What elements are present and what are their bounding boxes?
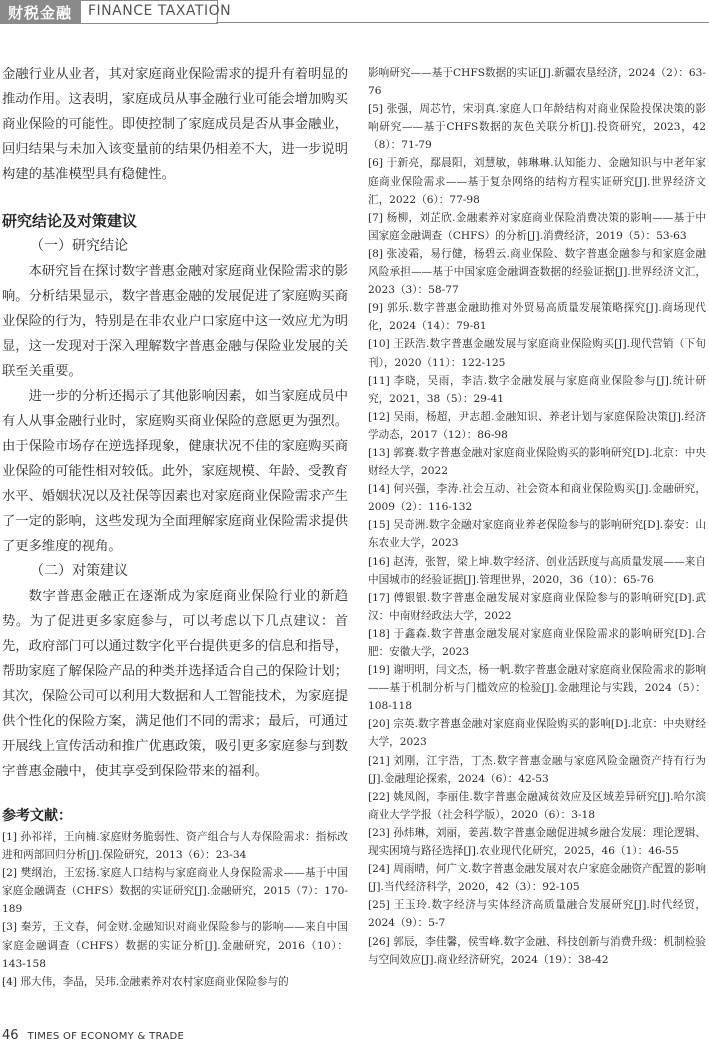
references-title: 参考文献： xyxy=(2,808,72,824)
reference-item: [1] 孙祁祥，王向楠.家庭财务脆弱性、资产组合与人寿保险需求：指标改进和两部回归分析[J].保险研究，2013（6）：23-34 xyxy=(2,831,348,862)
suggestion-paragraph: 数字普惠金融正在逐渐成为家庭商业保险行业的新趋势。为了促进更多家庭参与，可以考虑以下几点建议：首先，政府部门可以通过数字化平台提供更多的信息和指导，帮助家庭了解保险产品的种类并选择适合自己的保险计划；其次，保险公司可以利用大数据和人工智能技术，为家庭提供个性化的保险方案，满足他们不同的需求；最后，可通过开展线上宣传活动和推广优惠政策，吸引更多家庭参与到数字普惠金融中，使其享受到保险带来的福利。 xyxy=(2,589,348,779)
reference-item: [22] 姚凤阁，李丽佳.数字普惠金融减贫效应及区域差异研究[J].哈尔滨商业大学学报（社会科学版），2020（6）：3-18 xyxy=(368,790,706,821)
conclusion-paragraph-1: 本研究旨在探讨数字普惠金融对家庭商业保险需求的影响。分析结果显示，数字普惠金融的发展促进了家庭购买商业保险的行为，特别是在非农业户口家庭中这一效应尤为明显，这一发现对于深入理解数字普惠金融与保险业发展的关联至关重要。 xyxy=(2,264,348,379)
reference-item: [16] 赵涛，张智，梁上坤.数字经济、创业活跃度与高质量发展——来自中国城市的经验证据[J].管理世界，2020，36（10）：65-76 xyxy=(368,555,706,586)
reference-item: [14] 何兴强，李涛.社会互动、社会资本和商业保险购买[J].金融研究，2009（2）：116-132 xyxy=(368,483,706,514)
right-column xyxy=(368,64,706,969)
reference-item: [2] 樊纲治，王宏扬.家庭人口结构与家庭商业人身保险需求——基于中国家庭金融调查（CHFS）数据的实证研究[J].金融研究，2015（7）：170-189 xyxy=(2,867,348,916)
reference-item: [10] 王跃浩.数字普惠金融发展与家庭商业保险购买[J].现代营销（下旬刊），2020（11）：122-125 xyxy=(368,338,706,369)
subsection-title-suggestions: （二）对策建议 xyxy=(30,563,128,579)
intro-paragraph: 金融行业从业者，其对家庭商业保险需求的提升有着明显的推动作用。这表明，家庭成员从事金融行业可能会增加购买商业保险的可能性。即使控制了家庭成员是否从事金融业，回归结果与未加入该变量前的结果仍相差不大，进一步说明构建的基准模型具有稳健性。 xyxy=(2,67,348,182)
page-number: 46 xyxy=(2,1028,19,1043)
page-header xyxy=(0,0,709,28)
subsection-title-conclusions: （一）研究结论 xyxy=(30,238,128,254)
conclusion-paragraph-2: 进一步的分析还揭示了其他影响因素，如当家庭成员中有人从事金融行业时，家庭购买商业保险的意愿更为强烈。由于保险市场存在逆选择现象，健康状况不佳的家庭购买商业保险的可能性相对较低。此外，家庭规模、年龄、受教育水平、婚姻状况以及社保等因素也对家庭商业保险需求产生了一定的影响，这些发现为全面理解家庭商业保险需求提供了更多维度的视角。 xyxy=(2,389,348,554)
reference-item: [5] 张强，周芯竹，宋羽真.家庭人口年龄结构对商业保险投保决策的影响研究——基于CHFS数据的灰色关联分析[J].投资研究，2023，42（8）：71-79 xyxy=(368,103,706,152)
reference-item: [20] 宗英.数字普惠金融对家庭商业保险购买的影响[D].北京：中央财经大学，2023 xyxy=(368,718,706,749)
reference-item: [6] 于新亮，鄢晨阳，刘慧敏，韩琳琳.认知能力、金融知识与中老年家庭商业保险需求——基于复杂网络的结构方程实证研究[J].世界经济文汇，2022（6）：77-98 xyxy=(368,157,706,206)
reference-item: [9] 郭乐.数字普惠金融助推对外贸易高质量发展策略探究[J].商场现代化，2024（14）：79-81 xyxy=(368,302,706,333)
reference-item: [8] 张凌霜，易行健，杨碧云.商业保险、数字普惠金融参与和家庭金融风险承担——基于中国家庭金融调查数据的经验证据[J].世界经济文汇，2023（3）：58-77 xyxy=(368,247,706,297)
reference-item: [15] 吴奇洲.数字金融对家庭商业养老保险参与的影响研究[D].泰安：山东农业大学，2023 xyxy=(368,519,706,550)
reference-item: [19] 谢明明，闫文杰，杨一帆.数字普惠金融对家庭商业保险需求的影响——基于机制分析与门槛效应的检验[J].金融理论与实践，2024（5）：108-118 xyxy=(368,664,706,713)
reference-item: [12] 吴雨，杨超，尹志超.金融知识、养老计划与家庭保险决策[J].经济学动态，2017（12）：86-98 xyxy=(368,410,706,441)
journal-name: TIMES OF ECONOMY & TRADE xyxy=(27,1031,185,1042)
reference-item: [24] 周雨晴，何广文.数字普惠金融发展对农户家庭金融资产配置的影响[J].当代经济科学，2020，42（3）：92-105 xyxy=(368,863,706,894)
reference-item: [3] 秦芳，王文春，何金财.金融知识对商业保险参与的影响——来自中国家庭金融调查（CHFS）数据的实证分析[J].金融研究，2016（10）：143-158 xyxy=(2,921,348,970)
reference-item: [17] 傅银银.数字普惠金融发展对家庭商业保险参与的影响研究[D].武汉：中南财经政法大学，2022 xyxy=(368,591,706,622)
header-section-cn: 财税金融 xyxy=(8,4,73,22)
reference-item: 影响研究——基于CHFS数据的实证[J].新疆农垦经济，2024（2）：63-76 xyxy=(368,67,706,98)
reference-item: [7] 杨柳，刘芷欣.金融素养对家庭商业保险消费决策的影响——基于中国家庭金融调查（CHFS）的分析[J].消费经济，2019（5）：53-63 xyxy=(368,211,706,242)
header-rule xyxy=(216,22,709,23)
reference-item: [13] 郭赛.数字普惠金融对家庭商业保险购买的影响研究[D].北京：中央财经大学，2022 xyxy=(368,446,706,478)
left-column xyxy=(2,62,348,991)
section-title: 研究结论及对策建议 xyxy=(2,212,138,230)
reference-item: [4] 邢大伟，李晶，吴玮.金融素养对农村家庭商业保险参与的 xyxy=(2,975,289,988)
page-footer xyxy=(2,1024,184,1043)
reference-item: [11] 李晓，吴雨，李洁.数字金融发展与家庭商业保险参与[J].统计研究，2021，38（5）：29-41 xyxy=(368,374,706,405)
reference-item: [21] 刘刚，江宇浩，丁杰.数字普惠金融与家庭风险金融资产持有行为[J].金融理论探索，2024（6）：42-53 xyxy=(368,754,706,785)
reference-item: [23] 孙炜琳，刘丽，姜茜.数字普惠金融促进城乡融合发展：理论逻辑、现实困境与路径选择[J].农业现代化研究，2025，46（1）：46-55 xyxy=(368,826,706,858)
reference-item: [18] 于鑫森.数字普惠金融发展对家庭商业保险需求的影响研究[D].合肥：安徽大学，2023 xyxy=(368,627,706,658)
reference-item: [26] 郭辰，李佳馨，侯雪峰.数字金融、科技创新与消费升级：机制检验与空间效应[J].商业经济研究，2024（19）：38-42 xyxy=(368,935,706,966)
header-section-en: FINANCE TAXATION xyxy=(88,3,232,19)
reference-item: [25] 王玉玲.数字经济与实体经济高质量融合发展研究[J].时代经贸，2024（9）：5-7 xyxy=(368,899,706,930)
